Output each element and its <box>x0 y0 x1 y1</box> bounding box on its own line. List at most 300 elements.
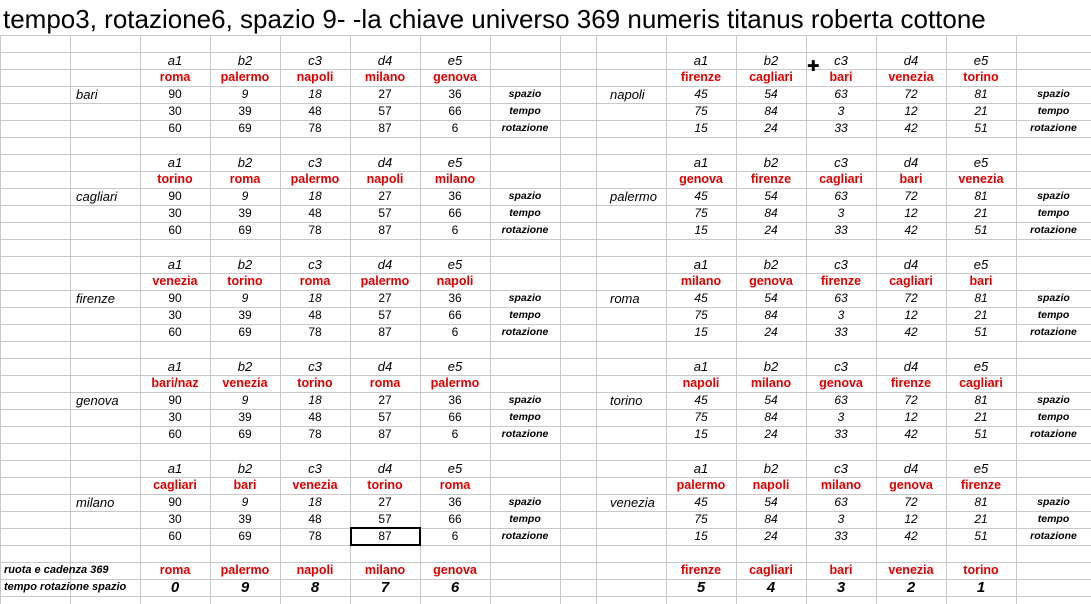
number-cell[interactable]: 33 <box>834 325 848 339</box>
number-cell[interactable]: 21 <box>974 512 988 526</box>
number-cell[interactable]: 33 <box>834 223 848 237</box>
number-cell[interactable]: 51 <box>974 529 988 543</box>
column-header[interactable]: a1 <box>167 359 183 374</box>
number-cell[interactable]: 90 <box>168 87 182 101</box>
ruota-city[interactable]: milano <box>434 172 476 186</box>
ruota-city[interactable]: venezia <box>292 478 338 492</box>
number-cell[interactable]: 3 <box>837 308 845 322</box>
number-cell[interactable]: 21 <box>974 308 988 322</box>
footer-value[interactable]: 9 <box>240 579 250 596</box>
ruota-city[interactable]: venezia <box>222 376 268 390</box>
column-header[interactable]: b2 <box>237 461 253 476</box>
block-city[interactable]: torino <box>610 393 643 408</box>
number-cell[interactable]: 15 <box>694 529 708 543</box>
column-header[interactable]: d4 <box>903 461 919 476</box>
ruota-city[interactable]: bari <box>899 172 923 186</box>
number-cell[interactable]: 36 <box>448 189 462 203</box>
number-cell[interactable]: 69 <box>238 325 252 339</box>
row-label[interactable]: tempo <box>1037 105 1070 117</box>
number-cell[interactable]: 66 <box>448 512 462 526</box>
column-header[interactable]: a1 <box>693 257 709 272</box>
number-cell[interactable]: 36 <box>448 87 462 101</box>
block-city[interactable]: venezia <box>610 495 655 510</box>
number-cell[interactable]: 78 <box>308 223 322 237</box>
row-label[interactable]: tempo <box>509 309 541 321</box>
footer-value[interactable]: 5 <box>696 579 706 596</box>
number-cell[interactable]: 57 <box>378 206 392 220</box>
row-label[interactable]: rotazione <box>501 530 549 542</box>
ruota-city[interactable]: palermo <box>360 274 410 288</box>
footer-city[interactable]: palermo <box>220 563 270 577</box>
column-header[interactable]: a1 <box>693 53 709 68</box>
number-cell[interactable]: 45 <box>694 189 708 203</box>
ruota-city[interactable]: bari/naz <box>151 376 199 390</box>
number-cell[interactable]: 54 <box>764 87 778 101</box>
number-cell[interactable]: 81 <box>974 291 988 305</box>
number-cell[interactable]: 18 <box>308 393 322 407</box>
column-header[interactable]: a1 <box>167 461 183 476</box>
number-cell[interactable]: 27 <box>378 189 392 203</box>
column-header[interactable]: e5 <box>447 53 463 68</box>
number-cell[interactable]: 72 <box>904 495 918 509</box>
ruota-city[interactable]: milano <box>680 274 722 288</box>
number-cell[interactable]: 48 <box>308 410 322 424</box>
number-cell[interactable]: 42 <box>904 223 918 237</box>
ruota-city[interactable]: torino <box>963 70 999 84</box>
number-cell[interactable]: 78 <box>308 121 322 135</box>
number-cell[interactable]: 15 <box>694 121 708 135</box>
column-header[interactable]: d4 <box>377 257 393 272</box>
row-label[interactable]: tempo <box>1037 411 1070 423</box>
number-cell[interactable]: 36 <box>448 393 462 407</box>
number-cell[interactable]: 24 <box>764 223 778 237</box>
number-cell[interactable]: 51 <box>974 427 988 441</box>
footer-city[interactable]: venezia <box>888 563 934 577</box>
column-header[interactable]: c3 <box>834 461 848 476</box>
footer-city[interactable]: firenze <box>680 563 722 577</box>
row-label[interactable]: tempo <box>509 207 541 219</box>
column-header[interactable]: c3 <box>308 461 322 476</box>
number-cell[interactable]: 81 <box>974 189 988 203</box>
ruota-city[interactable]: genova <box>819 376 863 390</box>
number-cell[interactable]: 75 <box>694 512 708 526</box>
number-cell[interactable]: 66 <box>448 206 462 220</box>
number-cell[interactable]: 6 <box>451 325 459 339</box>
column-header[interactable]: c3 <box>308 53 322 68</box>
footer-value[interactable]: 0 <box>170 579 180 596</box>
column-header[interactable]: d4 <box>903 359 919 374</box>
block-city[interactable]: genova <box>76 393 119 408</box>
number-cell[interactable]: 18 <box>308 189 322 203</box>
column-header[interactable]: e5 <box>973 461 989 476</box>
footer-city[interactable]: napoli <box>296 563 334 577</box>
number-cell[interactable]: 21 <box>974 206 988 220</box>
number-cell[interactable]: 78 <box>308 529 322 543</box>
number-cell[interactable]: 57 <box>378 104 392 118</box>
ruota-city[interactable]: milano <box>364 70 406 84</box>
number-cell[interactable]: 57 <box>378 308 392 322</box>
ruota-city[interactable]: palermo <box>430 376 480 390</box>
column-header[interactable]: e5 <box>973 53 989 68</box>
ruota-city[interactable]: cagliari <box>749 70 793 84</box>
number-cell[interactable]: 84 <box>764 512 778 526</box>
block-city[interactable]: roma <box>610 291 640 306</box>
row-label[interactable]: rotazione <box>501 326 549 338</box>
column-header[interactable]: d4 <box>903 53 919 68</box>
number-cell[interactable]: 72 <box>904 393 918 407</box>
number-cell[interactable]: 3 <box>837 104 845 118</box>
ruota-city[interactable]: bari <box>829 70 853 84</box>
ruota-city[interactable]: torino <box>367 478 403 492</box>
ruota-city[interactable]: venezia <box>152 274 198 288</box>
number-cell[interactable]: 42 <box>904 121 918 135</box>
number-cell[interactable]: 18 <box>308 291 322 305</box>
number-cell[interactable]: 27 <box>378 87 392 101</box>
number-cell[interactable]: 33 <box>834 427 848 441</box>
number-cell[interactable]: 87 <box>378 325 392 339</box>
number-cell[interactable]: 66 <box>448 410 462 424</box>
footer-city[interactable]: genova <box>433 563 477 577</box>
selected-cell-outline[interactable] <box>350 527 421 546</box>
number-cell[interactable]: 54 <box>764 291 778 305</box>
number-cell[interactable]: 15 <box>694 427 708 441</box>
block-city[interactable]: bari <box>76 87 98 102</box>
number-cell[interactable]: 90 <box>168 189 182 203</box>
footer-label[interactable]: ruota e cadenza 369 <box>4 564 109 576</box>
number-cell[interactable]: 66 <box>448 104 462 118</box>
number-cell[interactable]: 69 <box>238 223 252 237</box>
column-header[interactable]: b2 <box>237 257 253 272</box>
number-cell[interactable]: 12 <box>904 206 918 220</box>
number-cell[interactable]: 12 <box>904 308 918 322</box>
column-header[interactable]: c3 <box>308 359 322 374</box>
number-cell[interactable]: 84 <box>764 308 778 322</box>
number-cell[interactable]: 45 <box>694 291 708 305</box>
column-header[interactable]: c3 <box>308 257 322 272</box>
number-cell[interactable]: 30 <box>168 308 182 322</box>
number-cell[interactable]: 48 <box>308 308 322 322</box>
number-cell[interactable]: 48 <box>308 104 322 118</box>
column-header[interactable]: e5 <box>973 257 989 272</box>
number-cell[interactable]: 75 <box>694 308 708 322</box>
row-label[interactable]: tempo <box>509 513 541 525</box>
number-cell[interactable]: 69 <box>238 427 252 441</box>
column-header[interactable]: c3 <box>834 53 848 68</box>
ruota-city[interactable]: genova <box>749 274 793 288</box>
ruota-city[interactable]: bari <box>969 274 993 288</box>
number-cell[interactable]: 69 <box>238 121 252 135</box>
column-header[interactable]: d4 <box>377 155 393 170</box>
number-cell[interactable]: 42 <box>904 427 918 441</box>
row-label[interactable]: tempo <box>509 105 541 117</box>
number-cell[interactable]: 81 <box>974 495 988 509</box>
number-cell[interactable]: 24 <box>764 427 778 441</box>
row-label[interactable]: rotazione <box>1030 122 1077 134</box>
ruota-city[interactable]: napoli <box>296 70 334 84</box>
number-cell[interactable]: 36 <box>448 291 462 305</box>
number-cell[interactable]: 51 <box>974 121 988 135</box>
ruota-city[interactable]: torino <box>227 274 263 288</box>
block-city[interactable]: napoli <box>610 87 645 102</box>
number-cell[interactable]: 72 <box>904 87 918 101</box>
number-cell[interactable]: 63 <box>834 495 848 509</box>
ruota-city[interactable]: venezia <box>958 172 1004 186</box>
number-cell[interactable]: 72 <box>904 189 918 203</box>
footer-value[interactable]: 6 <box>450 579 460 596</box>
row-label[interactable]: tempo <box>509 411 541 423</box>
number-cell[interactable]: 54 <box>764 393 778 407</box>
number-cell[interactable]: 60 <box>168 223 182 237</box>
number-cell[interactable]: 27 <box>378 495 392 509</box>
number-cell[interactable]: 60 <box>168 529 182 543</box>
ruota-city[interactable]: firenze <box>960 478 1002 492</box>
ruota-city[interactable]: roma <box>439 478 471 492</box>
column-header[interactable]: e5 <box>973 359 989 374</box>
row-label[interactable]: spazio <box>508 88 542 100</box>
column-header[interactable]: b2 <box>237 53 253 68</box>
ruota-city[interactable]: napoli <box>436 274 474 288</box>
number-cell[interactable]: 90 <box>168 495 182 509</box>
number-cell[interactable]: 72 <box>904 291 918 305</box>
number-cell[interactable]: 81 <box>974 87 988 101</box>
footer-value[interactable]: 8 <box>310 579 320 596</box>
row-label[interactable]: rotazione <box>501 122 549 134</box>
number-cell[interactable]: 12 <box>904 104 918 118</box>
ruota-city[interactable]: milano <box>750 376 792 390</box>
row-label[interactable]: rotazione <box>1030 224 1077 236</box>
number-cell[interactable]: 63 <box>834 291 848 305</box>
row-label[interactable]: tempo <box>1037 207 1070 219</box>
number-cell[interactable]: 39 <box>238 104 252 118</box>
number-cell[interactable]: 60 <box>168 325 182 339</box>
footer-label[interactable]: tempo rotazione spazio <box>4 581 127 593</box>
footer-value[interactable]: 4 <box>766 579 776 596</box>
column-header[interactable]: d4 <box>903 257 919 272</box>
column-header[interactable]: a1 <box>167 53 183 68</box>
number-cell[interactable]: 84 <box>764 206 778 220</box>
ruota-city[interactable]: genova <box>433 70 477 84</box>
number-cell[interactable]: 57 <box>378 512 392 526</box>
footer-city[interactable]: roma <box>159 563 191 577</box>
row-label[interactable]: spazio <box>508 190 542 202</box>
column-header[interactable]: b2 <box>237 155 253 170</box>
row-label[interactable]: rotazione <box>1030 326 1077 338</box>
ruota-city[interactable]: firenze <box>820 274 862 288</box>
row-label[interactable]: spazio <box>1037 190 1070 202</box>
ruota-city[interactable]: roma <box>369 376 401 390</box>
number-cell[interactable]: 84 <box>764 410 778 424</box>
column-header[interactable]: a1 <box>693 359 709 374</box>
number-cell[interactable]: 75 <box>694 206 708 220</box>
number-cell[interactable]: 39 <box>238 512 252 526</box>
number-cell[interactable]: 3 <box>837 512 845 526</box>
number-cell[interactable]: 48 <box>308 206 322 220</box>
number-cell[interactable]: 9 <box>241 189 249 203</box>
ruota-city[interactable]: roma <box>299 274 331 288</box>
ruota-city[interactable]: napoli <box>752 478 790 492</box>
block-city[interactable]: cagliari <box>76 189 118 204</box>
number-cell[interactable]: 24 <box>764 325 778 339</box>
block-city[interactable]: palermo <box>610 189 657 204</box>
number-cell[interactable]: 87 <box>378 223 392 237</box>
ruota-city[interactable]: palermo <box>676 478 726 492</box>
number-cell[interactable]: 6 <box>451 223 459 237</box>
row-label[interactable]: spazio <box>1037 394 1070 406</box>
ruota-city[interactable]: napoli <box>682 376 720 390</box>
number-cell[interactable]: 18 <box>308 495 322 509</box>
footer-city[interactable]: cagliari <box>749 563 793 577</box>
number-cell[interactable]: 6 <box>451 121 459 135</box>
column-header[interactable]: a1 <box>167 257 183 272</box>
row-label[interactable]: rotazione <box>501 428 549 440</box>
number-cell[interactable]: 30 <box>168 512 182 526</box>
number-cell[interactable]: 63 <box>834 189 848 203</box>
number-cell[interactable]: 48 <box>308 512 322 526</box>
row-label[interactable]: spazio <box>508 292 542 304</box>
column-header[interactable]: e5 <box>447 155 463 170</box>
column-header[interactable]: a1 <box>693 155 709 170</box>
ruota-city[interactable]: palermo <box>290 172 340 186</box>
row-label[interactable]: spazio <box>1037 88 1070 100</box>
number-cell[interactable]: 57 <box>378 410 392 424</box>
ruota-city[interactable]: firenze <box>680 70 722 84</box>
number-cell[interactable]: 6 <box>451 529 459 543</box>
footer-value[interactable]: 3 <box>836 579 846 596</box>
number-cell[interactable]: 33 <box>834 529 848 543</box>
number-cell[interactable]: 6 <box>451 427 459 441</box>
number-cell[interactable]: 27 <box>378 291 392 305</box>
ruota-city[interactable]: milano <box>820 478 862 492</box>
number-cell[interactable]: 51 <box>974 223 988 237</box>
footer-value[interactable]: 1 <box>976 579 986 596</box>
column-header[interactable]: c3 <box>308 155 322 170</box>
number-cell[interactable]: 60 <box>168 427 182 441</box>
ruota-city[interactable]: torino <box>157 172 193 186</box>
ruota-city[interactable]: venezia <box>888 70 934 84</box>
ruota-city[interactable]: cagliari <box>889 274 933 288</box>
number-cell[interactable]: 78 <box>308 427 322 441</box>
number-cell[interactable]: 3 <box>837 206 845 220</box>
column-header[interactable]: a1 <box>693 461 709 476</box>
number-cell[interactable]: 69 <box>238 529 252 543</box>
column-header[interactable]: b2 <box>763 359 779 374</box>
ruota-city[interactable]: roma <box>159 70 191 84</box>
number-cell[interactable]: 30 <box>168 104 182 118</box>
number-cell[interactable]: 42 <box>904 529 918 543</box>
number-cell[interactable]: 33 <box>834 121 848 135</box>
footer-value[interactable]: 7 <box>380 579 390 596</box>
column-header[interactable]: d4 <box>377 359 393 374</box>
number-cell[interactable]: 36 <box>448 495 462 509</box>
row-label[interactable]: spazio <box>1037 496 1070 508</box>
number-cell[interactable]: 15 <box>694 325 708 339</box>
row-label[interactable]: tempo <box>1037 513 1070 525</box>
column-header[interactable]: e5 <box>447 461 463 476</box>
ruota-city[interactable]: cagliari <box>819 172 863 186</box>
number-cell[interactable]: 39 <box>238 308 252 322</box>
row-label[interactable]: rotazione <box>501 224 549 236</box>
number-cell[interactable]: 21 <box>974 410 988 424</box>
ruota-city[interactable]: bari <box>233 478 257 492</box>
ruota-city[interactable]: cagliari <box>153 478 197 492</box>
column-header[interactable]: e5 <box>973 155 989 170</box>
number-cell[interactable]: 12 <box>904 512 918 526</box>
column-header[interactable]: e5 <box>447 257 463 272</box>
footer-city[interactable]: torino <box>963 563 999 577</box>
ruota-city[interactable]: torino <box>297 376 333 390</box>
number-cell[interactable]: 30 <box>168 410 182 424</box>
number-cell[interactable]: 87 <box>378 427 392 441</box>
number-cell[interactable]: 24 <box>764 121 778 135</box>
number-cell[interactable]: 9 <box>241 495 249 509</box>
number-cell[interactable]: 21 <box>974 104 988 118</box>
column-header[interactable]: d4 <box>377 461 393 476</box>
column-header[interactable]: a1 <box>167 155 183 170</box>
block-city[interactable]: milano <box>76 495 115 510</box>
column-header[interactable]: e5 <box>447 359 463 374</box>
number-cell[interactable]: 54 <box>764 495 778 509</box>
row-label[interactable]: spazio <box>508 496 542 508</box>
ruota-city[interactable]: firenze <box>750 172 792 186</box>
number-cell[interactable]: 18 <box>308 87 322 101</box>
footer-city[interactable]: milano <box>364 563 406 577</box>
ruota-city[interactable]: genova <box>889 478 933 492</box>
number-cell[interactable]: 15 <box>694 223 708 237</box>
column-header[interactable]: d4 <box>377 53 393 68</box>
ruota-city[interactable]: napoli <box>366 172 404 186</box>
column-header[interactable]: c3 <box>834 257 848 272</box>
number-cell[interactable]: 27 <box>378 393 392 407</box>
column-header[interactable]: b2 <box>237 359 253 374</box>
number-cell[interactable]: 9 <box>241 393 249 407</box>
number-cell[interactable]: 45 <box>694 87 708 101</box>
block-city[interactable]: firenze <box>76 291 116 306</box>
number-cell[interactable]: 54 <box>764 189 778 203</box>
number-cell[interactable]: 90 <box>168 393 182 407</box>
column-header[interactable]: c3 <box>834 155 848 170</box>
number-cell[interactable]: 84 <box>764 104 778 118</box>
column-header[interactable]: b2 <box>763 257 779 272</box>
number-cell[interactable]: 45 <box>694 495 708 509</box>
number-cell[interactable]: 87 <box>378 121 392 135</box>
number-cell[interactable]: 63 <box>834 393 848 407</box>
footer-city[interactable]: bari <box>829 563 853 577</box>
number-cell[interactable]: 78 <box>308 325 322 339</box>
column-header[interactable]: b2 <box>763 53 779 68</box>
row-label[interactable]: spazio <box>508 394 542 406</box>
row-label[interactable]: spazio <box>1037 292 1070 304</box>
number-cell[interactable]: 3 <box>837 410 845 424</box>
number-cell[interactable]: 45 <box>694 393 708 407</box>
number-cell[interactable]: 63 <box>834 87 848 101</box>
number-cell[interactable]: 90 <box>168 291 182 305</box>
number-cell[interactable]: 81 <box>974 393 988 407</box>
column-header[interactable]: d4 <box>903 155 919 170</box>
ruota-city[interactable]: roma <box>229 172 261 186</box>
number-cell[interactable]: 9 <box>241 291 249 305</box>
number-cell[interactable]: 75 <box>694 104 708 118</box>
column-header[interactable]: c3 <box>834 359 848 374</box>
number-cell[interactable]: 39 <box>238 206 252 220</box>
column-header[interactable]: b2 <box>763 461 779 476</box>
ruota-city[interactable]: firenze <box>890 376 932 390</box>
number-cell[interactable]: 12 <box>904 410 918 424</box>
number-cell[interactable]: 66 <box>448 308 462 322</box>
number-cell[interactable]: 87 <box>378 529 392 543</box>
number-cell[interactable]: 51 <box>974 325 988 339</box>
number-cell[interactable]: 39 <box>238 410 252 424</box>
row-label[interactable]: rotazione <box>1030 428 1077 440</box>
